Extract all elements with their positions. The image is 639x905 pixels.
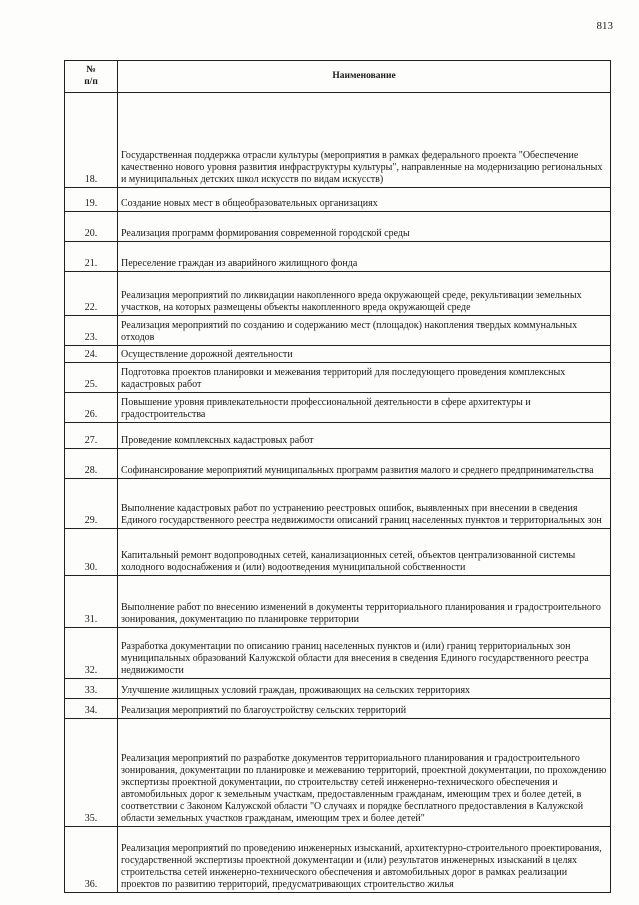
row-number: 28. [65,449,118,479]
row-number: 24. [65,346,118,363]
row-number: 32. [65,628,118,679]
row-number: 22. [65,272,118,316]
row-name: Капитальный ремонт водопроводных сетей, канализационных сетей, объектов централизованной системы холодного водоснабжения и (или) водоотведения муниципальной собственности [118,529,611,576]
row-name: Государственная поддержка отрасли культуры (мероприятия в рамках федерального проекта "Обеспечение качественно нового уровня развития инфраструктуры культуры", направленные на модернизацию региональных и муниципальных детских школ искусств по видам искусств) [118,93,611,188]
row-name: Софинансирование мероприятий муниципальных программ развития малого и среднего предпринимательства [118,449,611,479]
table-row [65,272,611,316]
row-number: 27. [65,423,118,449]
row-name: Создание новых мест в общеобразовательных организациях [118,188,611,212]
page-number: 813 [596,20,613,32]
row-number: 30. [65,529,118,576]
row-name: Переселение граждан из аварийного жилищного фонда [118,242,611,272]
row-name: Реализация мероприятий по разработке документов территориального планирования и градостроительного зонирования, документации по планировке и межеванию территорий, проектной документации, по прохождению экспертизы проектной документации, по строительству сетей инженерно-технического обеспечения и автомобильных дорог к земельным участкам, предоставленным гражданам, имеющим трех и более детей, в соответствии с Законом Калужской области "О случаях и порядке бесплатного предоставления в Калужской области земельных участков гражданам, имеющим трех и более детей" [118,719,611,827]
row-number: 34. [65,699,118,719]
table-row [65,827,611,893]
row-number: 25. [65,363,118,393]
table-row [65,529,611,576]
row-number: 31. [65,576,118,628]
row-number: 20. [65,212,118,242]
table-row [65,449,611,479]
row-name: Выполнение кадастровых работ по устранению реестровых ошибок, выявленных при внесении в сведения Единого государственного реестра недвижимости описаний границ населенных пунктов и территориальных зон [118,479,611,529]
row-name: Улучшение жилищных условий граждан, проживающих на сельских территориях [118,679,611,699]
row-name: Реализация программ формирования современной городской среды [118,212,611,242]
row-number: 33. [65,679,118,699]
row-number: 36. [65,827,118,893]
row-name: Разработка документации по описанию границ населенных пунктов и (или) границ территориальных зон муниципальных образований Калужской области для внесения в сведения Единого государственного реестра недвижимости [118,628,611,679]
table-row [65,719,611,827]
table-row [65,242,611,272]
row-number: 29. [65,479,118,529]
row-number: 18. [65,93,118,188]
table-row [65,346,611,363]
row-name: Реализация мероприятий по проведению инженерных изысканий, архитектурно-строительного проектирования, государственной экспертизы проектной документации и (или) результатов инженерных изысканий в целях строительства сетей инженерно-технического обеспечения и автомобильных дорог в рамках реализации проектов по развитию территорий, предусматривающих строительство жилья [118,827,611,893]
items-table [64,60,611,893]
row-name: Выполнение работ по внесению изменений в документы территориального планирования и градостроительного зонирования, документацию по планировке территории [118,576,611,628]
header-name: Наименование [118,61,611,93]
table-row [65,212,611,242]
row-name: Осуществление дорожной деятельности [118,346,611,363]
table-row [65,316,611,346]
table-row [65,679,611,699]
row-number: 35. [65,719,118,827]
table-row [65,93,611,188]
row-name: Реализация мероприятий по благоустройству сельских территорий [118,699,611,719]
table-row [65,576,611,628]
table-row [65,628,611,679]
row-number: 23. [65,316,118,346]
table-row [65,479,611,529]
table-row [65,423,611,449]
row-number: 26. [65,393,118,423]
table-row [65,699,611,719]
header-num: № п/п [65,61,118,93]
table-row [65,393,611,423]
row-name: Реализация мероприятий по созданию и содержанию мест (площадок) накопления твердых коммунальных отходов [118,316,611,346]
table-header-row [65,61,611,93]
row-name: Подготовка проектов планировки и межевания территорий для последующего проведения комплексных кадастровых работ [118,363,611,393]
table-row [65,188,611,212]
row-number: 19. [65,188,118,212]
row-name: Реализация мероприятий по ликвидации накопленного вреда окружающей среде, рекультивации земельных участков, на которых размещены объекты накопленного вреда окружающей среде [118,272,611,316]
table-row [65,363,611,393]
row-number: 21. [65,242,118,272]
row-name: Проведение комплексных кадастровых работ [118,423,611,449]
row-name: Повышение уровня привлекательности профессиональной деятельности в сфере архитектуры и градостроительства [118,393,611,423]
